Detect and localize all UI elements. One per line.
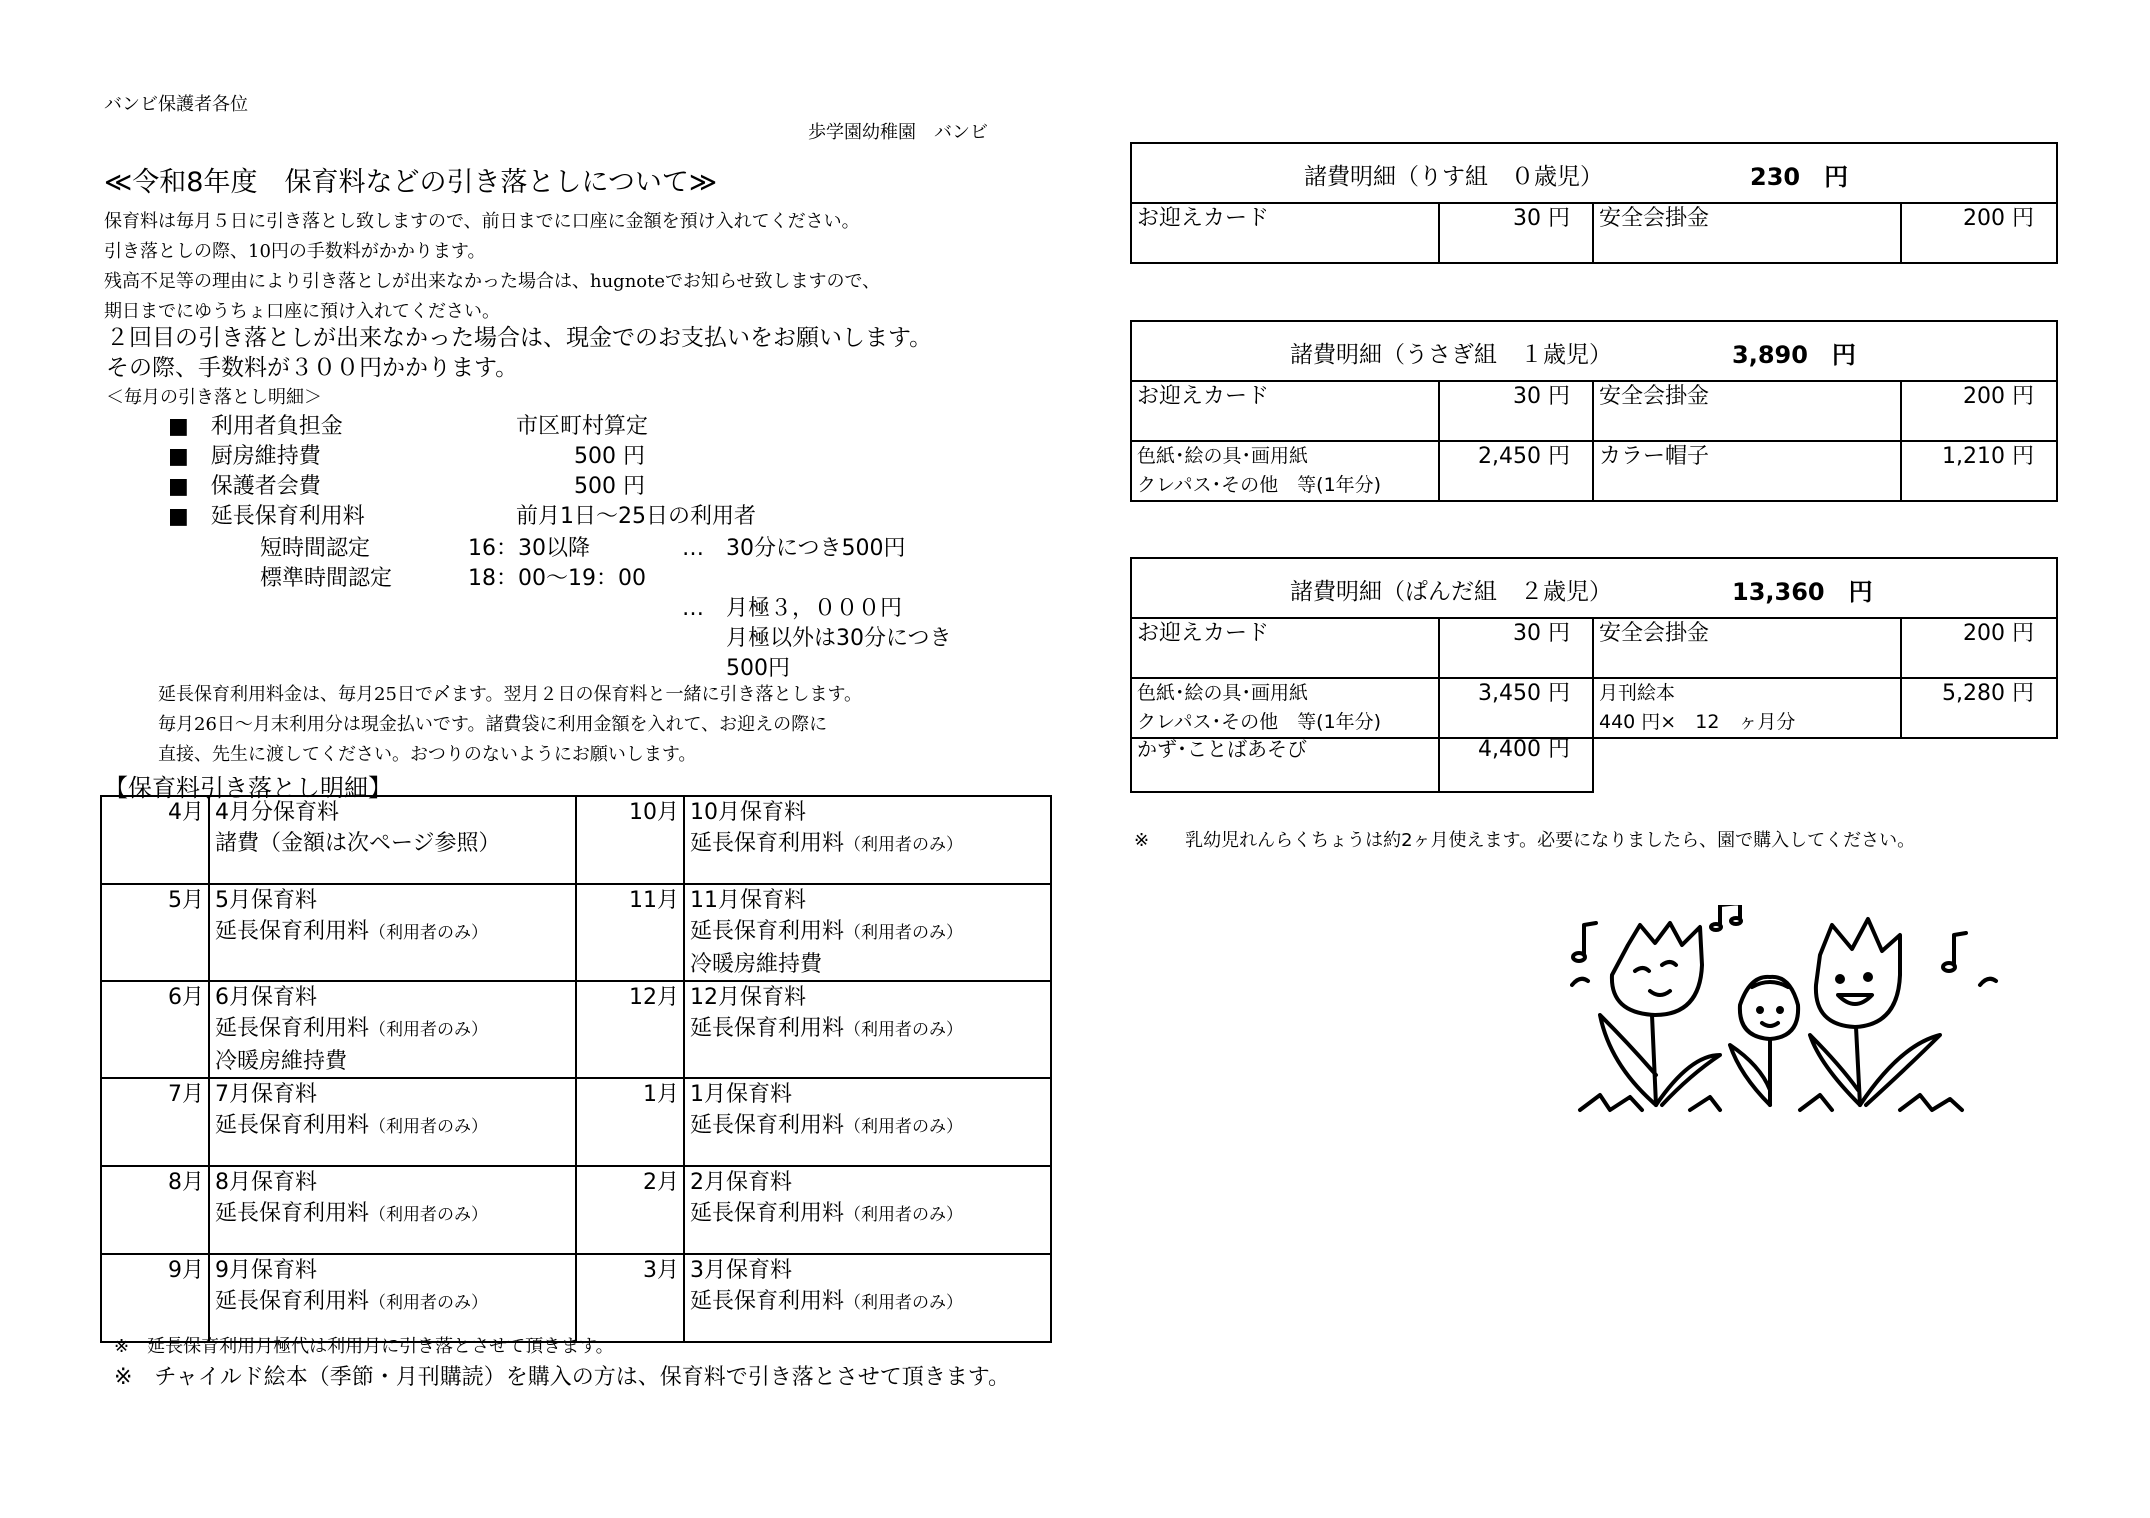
schedule-item: 延長保育利用料（利用者のみ） — [215, 1201, 489, 1226]
short-time-value: 16：30以降 — [468, 536, 590, 561]
schedule-item: 延長保育利用料（利用者のみ） — [690, 1016, 964, 1041]
fee-item-label: お迎えカード — [1132, 619, 1440, 677]
month-cell: 6月 — [101, 981, 209, 1078]
schedule-item: 延長保育利用料（利用者のみ） — [690, 1113, 964, 1138]
page-title: ≪令和8年度 保育料などの引き落としについて≫ — [104, 167, 718, 198]
fee-box-total: 13,360 円 — [1732, 578, 1873, 606]
month-cell: 3月 — [576, 1254, 684, 1342]
fee-item-amount: 30 円 — [1440, 619, 1594, 677]
monthly-item: ■ 厨房維持費 500 円 — [168, 444, 645, 469]
schedule-row — [101, 1078, 1051, 1166]
fee-row — [1132, 619, 2056, 679]
standard-time-rate-2: 月極以外は30分につき — [726, 626, 952, 651]
standard-time-label: 標準時間認定 — [260, 566, 393, 591]
month-cell: 7月 — [101, 1078, 209, 1166]
fee-box-usagi — [1130, 320, 2058, 502]
intro-text — [104, 207, 880, 327]
schedule-item: 11月保育料 — [690, 888, 806, 913]
month-cell: 12月 — [576, 981, 684, 1078]
monthly-item: ■ 保護者会費 500 円 — [168, 474, 645, 499]
items-cell — [684, 1166, 1051, 1254]
items-cell — [684, 1078, 1051, 1166]
fee-item-amount: 1,210 円 — [1942, 444, 2034, 469]
fee-box-total: 3,890 円 — [1732, 341, 1856, 369]
fee-item-label: 月刊絵本 440 円× 12 ヶ月分 — [1594, 679, 1902, 737]
monthly-item: ■ 利用者負担金 市区町村算定 — [168, 414, 649, 439]
schedule-item: 延長保育利用料（利用者のみ） — [690, 1201, 964, 1226]
notice-line: ２回目の引き落としが出来なかった場合は、現金でのお支払いをお願いします。 — [106, 325, 933, 351]
schedule-item: 10月保育料 — [690, 800, 806, 825]
fee-item-amount: 5,280 円 — [1942, 681, 2034, 706]
month-cell: 1月 — [576, 1078, 684, 1166]
fee-box-header — [1132, 559, 2056, 619]
withdrawal-schedule-table — [100, 795, 1052, 1343]
schedule-item: 8月保育料 — [215, 1170, 317, 1195]
fee-box-header — [1132, 144, 2056, 204]
items-cell — [209, 884, 576, 981]
fee-box-panda — [1130, 557, 2058, 739]
fee-item-label: お迎えカード — [1132, 382, 1440, 440]
short-time-rate: … 30分につき500円 — [682, 536, 906, 561]
fee-row — [1132, 679, 2056, 737]
items-cell — [684, 796, 1051, 884]
schedule-item: 4月分保育料 — [215, 800, 339, 825]
fee-item-label: 安全会掛金 — [1594, 619, 1902, 677]
note-line: 延長保育利用料金は、毎月25日で〆ます。翌月２日の保育料と一緒に引き落とします。 — [158, 684, 863, 705]
items-cell — [209, 981, 576, 1078]
items-cell — [209, 1078, 576, 1166]
fee-box-title: 諸費明細（ぱんだ組 ２歳児） — [1290, 579, 1612, 605]
schedule-item: 3月保育料 — [690, 1258, 792, 1283]
schedule-item: 1月保育料 — [690, 1082, 792, 1107]
fee-row — [1132, 382, 2056, 442]
fee-box-header — [1132, 322, 2056, 382]
sender: 歩学園幼稚園 バンビ — [808, 122, 988, 143]
fee-item-label: 安全会掛金 — [1594, 382, 1902, 440]
month-cell: 8月 — [101, 1166, 209, 1254]
standard-time-rate-3: 500円 — [726, 656, 790, 681]
items-cell — [684, 981, 1051, 1078]
standard-time-rate: … 月極３，０００円 — [682, 596, 903, 621]
intro-line: 保育料は毎月５日に引き落とし致しますので、前日までに口座に金額を預け入れてください。 — [104, 211, 860, 232]
schedule-item: 諸費（金額は次ページ参照） — [215, 831, 501, 856]
schedule-item: 延長保育利用料（利用者のみ） — [215, 1016, 489, 1041]
note-line: 直接、先生に渡してください。おつりのないようにお願いします。 — [158, 744, 697, 765]
schedule-item: 7月保育料 — [215, 1082, 317, 1107]
note-line: 毎月26日～月末利用分は現金払いです。諸費袋に利用金額を入れて、お迎えの際に — [158, 714, 828, 735]
schedule-row — [101, 1254, 1051, 1342]
schedule-item: 5月保育料 — [215, 888, 317, 913]
fee-item-amount: 200 円 — [1963, 384, 2034, 409]
intro-line: 引き落としの際、10円の手数料がかかります。 — [104, 241, 486, 262]
schedule-row — [101, 884, 1051, 981]
month-cell: 5月 — [101, 884, 209, 981]
schedule-item: 9月保育料 — [215, 1258, 317, 1283]
schedule-item: 2月保育料 — [690, 1170, 792, 1195]
notice-line: その際、手数料が３００円かかります。 — [106, 355, 519, 381]
items-cell — [684, 1254, 1051, 1342]
renraku-note: ※ 乳幼児れんらくちょうは約2ヶ月使えます。必要になりましたら、園で購入してください。 — [1134, 830, 1916, 851]
extension-notes — [158, 680, 862, 770]
schedule-item: 延長保育利用料（利用者のみ） — [690, 919, 964, 944]
tulips-singing-illustration — [1570, 905, 2020, 1125]
fee-item-label: お迎えカード — [1132, 204, 1440, 262]
schedule-item: 6月保育料 — [215, 985, 317, 1010]
standard-time-value: 18：00～19：00 — [468, 566, 646, 591]
schedule-item: 延長保育利用料（利用者のみ） — [215, 1289, 489, 1314]
fee-item-label: カラー帽子 — [1594, 442, 1902, 500]
fee-item-label: 色紙･絵の具･画用紙 クレパス･その他 等(1年分) — [1132, 679, 1440, 737]
month-cell: 10月 — [576, 796, 684, 884]
fee-item-amount: 30 円 — [1440, 382, 1594, 440]
monthly-item: ■ 延長保育利用料 前月1日～25日の利用者 — [168, 504, 756, 529]
items-cell — [209, 1254, 576, 1342]
fee-item-amount: 2,450 円 — [1440, 442, 1594, 500]
month-cell: 11月 — [576, 884, 684, 981]
fee-item-label: 安全会掛金 — [1594, 204, 1902, 262]
fee-box-risu — [1130, 142, 2058, 264]
fee-box-panda-extra-row — [1130, 735, 1594, 793]
footnote: ※ 延長保育利用月極代は利用月に引き落とさせて頂きます。 — [114, 1336, 614, 1357]
fee-item-label: かず･ことばあそび — [1132, 735, 1440, 791]
fee-item-amount: 200 円 — [1963, 621, 2034, 646]
schedule-item: 冷暖房維持費 — [690, 952, 823, 977]
second-withdrawal-notice — [106, 323, 932, 383]
items-cell — [209, 1166, 576, 1254]
schedule-item: 延長保育利用料（利用者のみ） — [215, 919, 489, 944]
fee-item-amount: 30 円 — [1440, 204, 1594, 262]
schedule-row — [101, 796, 1051, 884]
schedule-item: 延長保育利用料（利用者のみ） — [215, 1113, 489, 1138]
monthly-items — [168, 412, 756, 532]
monthly-heading: ＜毎月の引き落とし明細＞ — [106, 387, 322, 408]
items-cell — [684, 884, 1051, 981]
fee-box-title: 諸費明細（りす組 ０歳児） — [1304, 164, 1603, 190]
schedule-row — [101, 1166, 1051, 1254]
items-cell — [209, 796, 576, 884]
intro-line: 期日までにゆうちょ口座に預け入れてください。 — [104, 301, 500, 322]
fee-item-amount: 200 円 — [1963, 206, 2034, 231]
schedule-item: 延長保育利用料（利用者のみ） — [690, 831, 964, 856]
month-cell: 4月 — [101, 796, 209, 884]
intro-line: 残高不足等の理由により引き落としが出来なかった場合は、hugnoteでお知らせ致しますので、 — [104, 271, 881, 292]
footnote: ※ チャイルド絵本（季節・月刊購読）を購入の方は、保育料で引き落とさせて頂きます。 — [114, 1365, 1011, 1390]
short-time-label: 短時間認定 — [260, 536, 371, 561]
month-cell: 9月 — [101, 1254, 209, 1342]
fee-item-amount: 4,400 円 — [1478, 737, 1570, 762]
fee-box-title: 諸費明細（うさぎ組 １歳児） — [1290, 342, 1612, 368]
schedule-item: 冷暖房維持費 — [215, 1049, 348, 1074]
schedule-item: 12月保育料 — [690, 985, 806, 1010]
fee-item-label: 色紙･絵の具･画用紙 クレパス･その他 等(1年分) — [1132, 442, 1440, 500]
schedule-heading: 【保育料引き落とし明細】 — [104, 774, 392, 802]
fee-item-amount: 3,450 円 — [1440, 679, 1594, 737]
fee-box-total: 230 円 — [1750, 163, 1849, 191]
fee-row — [1132, 204, 2056, 262]
fee-row — [1132, 442, 2056, 500]
month-cell: 2月 — [576, 1166, 684, 1254]
schedule-row — [101, 981, 1051, 1078]
addressee: バンビ保護者各位 — [104, 94, 248, 115]
schedule-item: 延長保育利用料（利用者のみ） — [690, 1289, 964, 1314]
